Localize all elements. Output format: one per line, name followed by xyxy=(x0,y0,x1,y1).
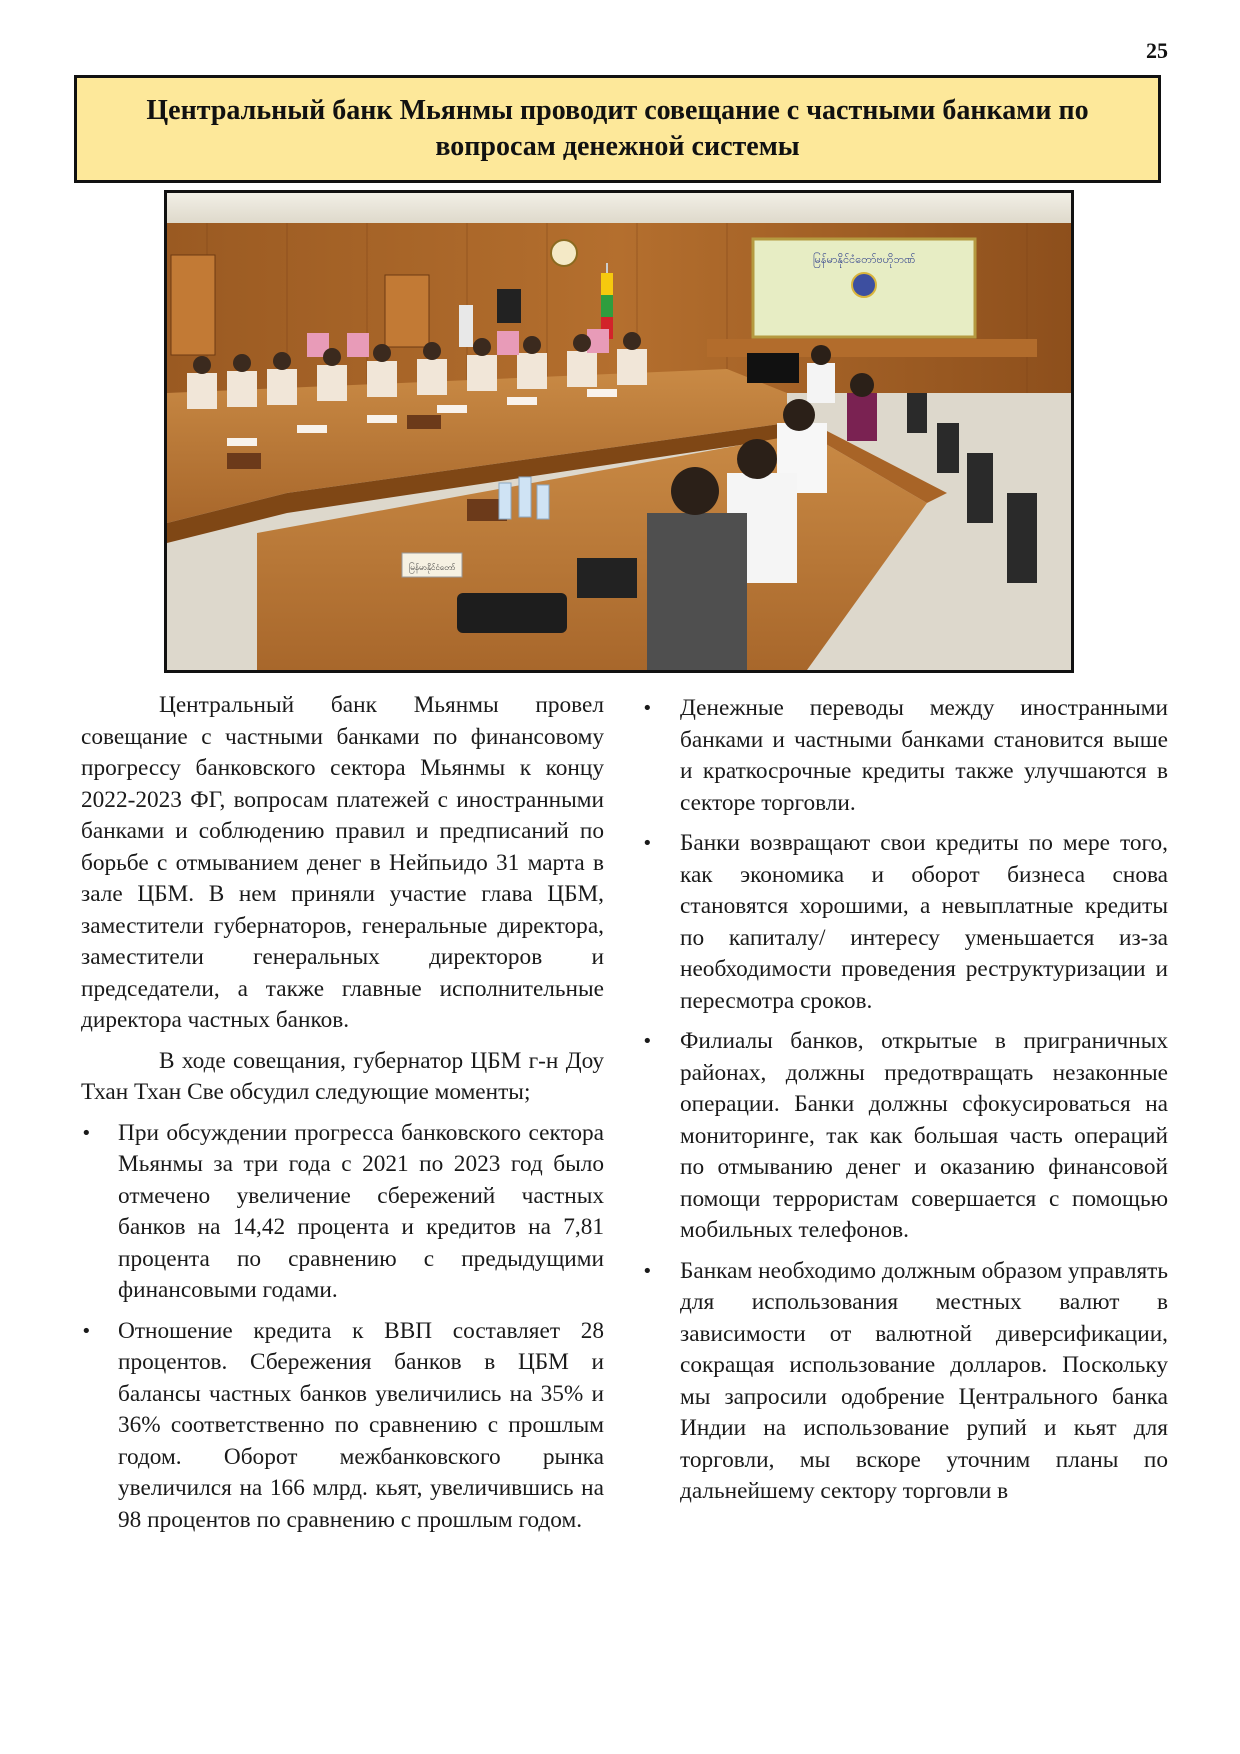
list-item xyxy=(642,1256,1168,1508)
list-item-text: Отношение кредита к ВВП составляет 28 процентов. Сбережения банков в ЦБМ и балансы частных банков увеличились на 35% и 36% соответственно по сравнению с прошлым годом. Оборот межбанковского рынка увеличился на 166 млрд. кьят, увеличившись на 98 процентов по сравнению с прошлым годом. xyxy=(118,1317,604,1533)
air-conditioner xyxy=(459,305,473,347)
door-left xyxy=(171,255,215,355)
bullet-icon: • xyxy=(81,1320,92,1342)
list-item xyxy=(81,1316,604,1537)
list-item-text: Денежные переводы между иностранными банками и частными банками становится выше и краткосрочные кредиты также улучшаются в секторе торговли. xyxy=(680,695,1168,816)
banner-text: မြန်မာနိုင်ငံတော်ဗဟိုဘဏ် xyxy=(812,253,916,266)
bullet-list-right xyxy=(642,693,1168,1508)
emblem xyxy=(551,240,577,266)
meeting-photo xyxy=(164,190,1074,673)
door-center xyxy=(385,275,429,347)
speaker xyxy=(497,289,521,323)
bullet-icon: • xyxy=(642,698,653,719)
meeting-photo-illustration xyxy=(167,193,1071,670)
left-column xyxy=(81,690,604,1545)
list-item-text: Филиалы банков, открытые в приграничных районах, должны предотвращать незаконные операции. Банки должны сфокусироваться на мониторинге, так как большая часть операций по отмыванию денег и оказанию финансовой помощи террористам совершается с помощью мобильных телефонов. xyxy=(680,1028,1168,1243)
bullet-icon: • xyxy=(81,1122,92,1144)
page-number: 25 xyxy=(1146,38,1168,63)
list-item xyxy=(81,1118,604,1307)
list-item xyxy=(642,828,1168,1017)
list-item-text: Банки возвращают свои кредиты по мере того, как экономика и оборот бизнеса снова становятся хорошими, а невыплатные кредиты по капиталу/ интересу уменьшается из-за необходимости проведения реструктуризации и пересмотра сроков. xyxy=(680,830,1168,1014)
paragraph-discussion: В ходе совещания, губернатор ЦБМ г-н Доу Тхан Тхан Све обсудил следующие моменты; xyxy=(81,1047,604,1105)
article-title: Центральный банк Мьянмы проводит совещание с частными банками по вопросам денежной системы xyxy=(146,94,1089,162)
list-item xyxy=(642,1026,1168,1247)
bullet-list-left xyxy=(81,1118,604,1537)
list-item-text: Банкам необходимо должным образом управлять для использования местных валют в зависимости от валютной диверсификации, сокращая использование долларов. Поскольку мы запросили одобрение Центрального банка Индии на использование рупий и кьят для торговли, мы вскоре уточним планы по дальнейшему сектору торговли в xyxy=(680,1257,1168,1504)
tablet xyxy=(577,558,637,598)
nameplate-text: မြန်မာနိုင်ငံတော် xyxy=(408,563,456,572)
paragraph-intro: Центральный банк Мьянмы провел совещание с частными банками по финансовому прогрессу банковского сектора Мьянмы к концу 2022-2023 ФГ, вопросам платежей с иностранными банками и соблюдению правил и предписаний по борьбе с отмыванием денег в Нейпьидо 31 марта в зале ЦБМ. В нем приняли участие глава ЦБМ, заместители губернаторов, генеральные директора, заместители генеральных директоров и председатели, а также главные исполнительные директора частных банков. xyxy=(81,692,604,1033)
right-column xyxy=(642,693,1168,1517)
bullet-icon: • xyxy=(642,1260,653,1282)
list-item xyxy=(642,693,1168,819)
title-box xyxy=(74,75,1161,183)
list-item-text: При обсуждении прогресса банковского сектора Мьянмы за три года с 2021 по 2023 год было отмечено увеличение сбережений частных банков на 14,42 процента и кредитов на 7,81 процента по сравнению с предыдущими финансовыми годами. xyxy=(118,1119,604,1303)
monitor xyxy=(747,353,799,383)
bullet-icon: • xyxy=(642,833,653,854)
bullet-icon: • xyxy=(642,1031,653,1052)
laptop-case xyxy=(457,593,567,633)
